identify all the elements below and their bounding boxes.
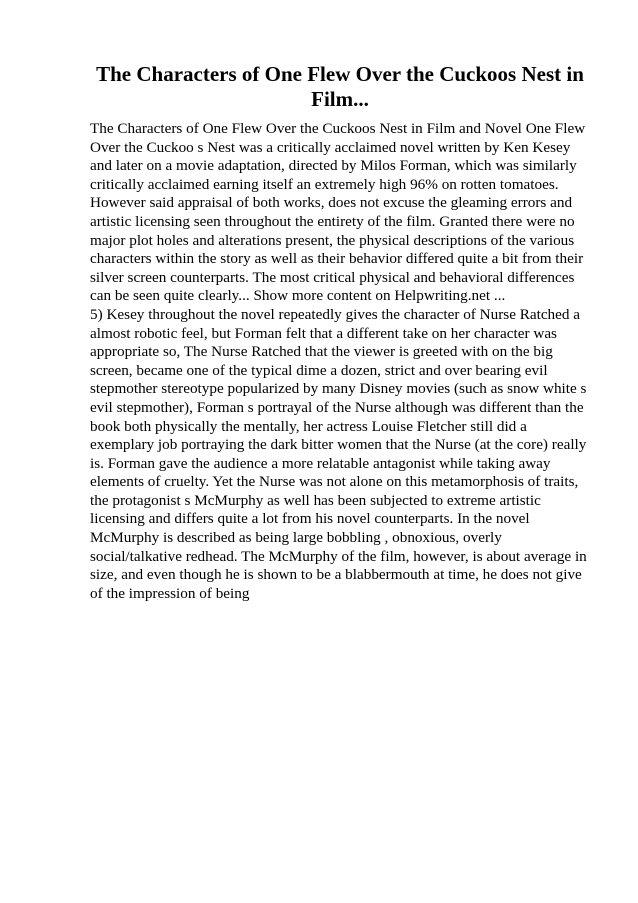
page-title: The Characters of One Flew Over the Cuckoos Nest in Film... — [96, 62, 584, 111]
document-body-text: The Characters of One Flew Over the Cuckoos Nest in Film and Novel One Flew Over the Cuckoo s Nest was a critically acclaimed novel written by Ken Kesey and later on a movie adaptation, directed by Milos Forman, which was similarly critically acclaimed earning itself an extremely high 96% on rotten tomatoes. However said appraisal of both works, does not excuse the gleaming errors and artistic licensing seen throughout the entirety of the film. Granted there were no major plot holes and alterations present, the physical descriptions of the various characters within the story as well as their behavior differed quite a bit from their silver screen counterparts. The most critical physical and behavioral differences can be seen quite clearly... Show more content on Helpwriting.net ... 5) Kesey throughout the novel repeatedly gives the character of Nurse Ratched a almost robotic feel, but Forman felt that a different take on her character was appropriate so, The Nurse Ratched that the viewer is greeted with on the big screen, became one of the typical dime a dozen, strict and over bearing evil stepmother stereotype popularized by many Disney movies (such as snow white s evil stepmother), Forman s portrayal of the Nurse although was different than the book both physically the mentally, her actress Louise Fletcher still did a exemplary job portraying the dark bitter women that the Nurse (at the core) really is. Forman gave the audience a more relatable antagonist while taking away elements of cruelty. Yet the Nurse was not alone on this metamorphosis of traits, the protagonist s McMurphy as well has been subjected to extreme artistic licensing and differs quite a lot from his novel counterparts. In the novel McMurphy is described as being large bobbling , obnoxious, overly social/talkative redhead. The McMurphy of the film, however, is about average in size, and even though he is shown to be a blabbermouth at time, he does not give of the impression of being — [90, 120, 587, 602]
